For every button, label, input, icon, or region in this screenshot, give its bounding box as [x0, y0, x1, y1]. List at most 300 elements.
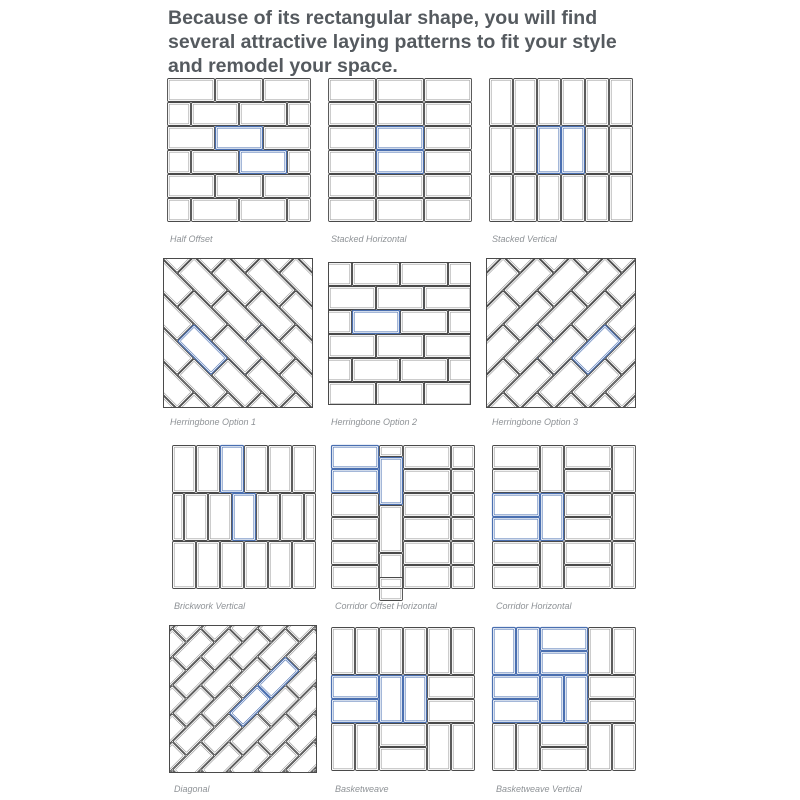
tile: [641, 287, 664, 334]
tile: [288, 151, 311, 174]
tile: [240, 151, 287, 174]
brickwork-vertical-diagram: [172, 445, 316, 589]
stacked-vertical-caption: Stacked Vertical: [492, 234, 557, 244]
diagonal-caption: Diagonal: [174, 784, 210, 794]
tile: [657, 359, 706, 408]
tile: [332, 494, 379, 517]
tile: [116, 770, 157, 800]
tile: [380, 458, 403, 505]
tile: [425, 127, 472, 150]
tile: [93, 393, 142, 442]
tile: [377, 199, 424, 222]
tile: [641, 311, 688, 334]
tile: [88, 714, 129, 755]
tile: [707, 427, 756, 476]
tile: [329, 127, 376, 150]
tile: [59, 393, 108, 442]
tile: [674, 223, 723, 272]
tile: [401, 311, 448, 334]
tile: [168, 127, 215, 150]
tile: [377, 103, 424, 126]
tile: [452, 446, 475, 469]
tile: [42, 257, 91, 306]
tile: [185, 494, 208, 541]
tile: [493, 628, 516, 675]
tile: [565, 542, 612, 565]
tile: [404, 676, 427, 723]
tile: [724, 427, 773, 476]
tile: [60, 686, 101, 727]
tile: [329, 151, 376, 174]
tile: [377, 335, 424, 358]
tile: [493, 518, 540, 541]
tile: [741, 393, 790, 442]
tile: [425, 199, 472, 222]
tile: [586, 175, 609, 222]
tile: [452, 628, 475, 675]
tile: [25, 359, 74, 408]
tile: [25, 393, 74, 442]
tile: [538, 175, 561, 222]
tile: [332, 566, 379, 589]
tile: [93, 427, 142, 476]
tile: [353, 359, 400, 382]
tile: [233, 494, 256, 541]
tile: [8, 359, 57, 408]
tile: [59, 427, 108, 476]
tile: [377, 287, 424, 310]
tile: [329, 199, 376, 222]
tile: [110, 325, 159, 374]
tile: [380, 748, 427, 771]
tile: [329, 383, 376, 406]
tile: [76, 223, 125, 272]
tile: [257, 407, 304, 430]
tile: [116, 629, 157, 670]
tile: [691, 291, 740, 340]
tile: [60, 714, 101, 755]
tile: [514, 127, 537, 174]
tile: [541, 494, 564, 541]
tile: [404, 518, 451, 541]
tile: [404, 470, 451, 493]
tile: [332, 518, 379, 541]
tile: [329, 287, 376, 310]
tile: [192, 103, 239, 126]
tile: [269, 542, 292, 589]
tile: [541, 748, 588, 771]
tile: [116, 742, 157, 783]
tile: [240, 199, 287, 222]
tile: [59, 223, 108, 272]
tile: [657, 257, 706, 306]
tile: [657, 393, 706, 442]
tile: [610, 79, 633, 126]
tile: [332, 676, 379, 699]
herringbone-option-1-caption: Herringbone Option 1: [170, 417, 257, 427]
tile: [59, 325, 108, 374]
tile: [691, 257, 740, 306]
tile: [329, 79, 376, 102]
diagonal-diagram: [169, 625, 317, 773]
basketweave-vertical-caption: Basketweave Vertical: [496, 784, 582, 794]
tile: [707, 359, 756, 408]
tile: [110, 223, 159, 272]
tile: [707, 291, 756, 340]
tile: [404, 628, 427, 675]
tile: [741, 291, 790, 340]
tile: [613, 628, 636, 675]
tile: [565, 446, 612, 469]
tile: [8, 257, 57, 306]
tile: [380, 676, 403, 723]
tile: [93, 223, 142, 272]
tile: [168, 79, 215, 102]
tile: [724, 223, 773, 272]
tile: [377, 151, 424, 174]
tile: [565, 676, 588, 723]
tile: [741, 257, 790, 306]
tile: [613, 494, 636, 541]
tile: [541, 652, 588, 675]
tile: [586, 127, 609, 174]
tile: [25, 223, 74, 272]
tile: [425, 151, 472, 174]
tile: [493, 542, 540, 565]
tile: [517, 628, 540, 675]
tile: [493, 494, 540, 517]
tile: [493, 566, 540, 589]
tile: [452, 566, 475, 589]
tile: [32, 714, 73, 755]
tile: [332, 724, 355, 771]
tile: [610, 127, 633, 174]
stacked-vertical-diagram: [489, 78, 633, 222]
tile: [377, 79, 424, 102]
tile: [724, 359, 773, 408]
tile: [401, 359, 448, 382]
tile: [425, 287, 472, 310]
herringbone-option-3-diagram: [486, 258, 636, 408]
tile: [173, 542, 196, 589]
tile: [404, 446, 451, 469]
tile: [42, 291, 91, 340]
tile: [490, 127, 513, 174]
tile: [8, 393, 57, 442]
tile: [657, 325, 706, 374]
tile: [25, 325, 74, 374]
tile: [116, 657, 157, 698]
tile: [691, 393, 740, 442]
tile: [707, 223, 756, 272]
tile: [589, 700, 636, 723]
tile: [356, 628, 379, 675]
tile: [216, 175, 263, 198]
tile: [88, 770, 129, 800]
tile: [493, 700, 540, 723]
tile: [724, 291, 773, 340]
herringbone-option-2-caption: Herringbone Option 2: [331, 417, 418, 427]
tile: [281, 494, 304, 541]
tile: [493, 724, 516, 771]
tile: [93, 325, 142, 374]
tile: [264, 79, 311, 102]
tile: [640, 257, 689, 306]
tile: [541, 724, 588, 747]
tile: [168, 103, 191, 126]
tile: [691, 325, 740, 374]
tile: [452, 470, 475, 493]
tile: [428, 676, 475, 699]
half-offset-caption: Half Offset: [170, 234, 213, 244]
tile: [332, 470, 379, 493]
tile: [674, 393, 723, 442]
tile: [541, 542, 564, 589]
tile: [377, 175, 424, 198]
tile: [269, 446, 292, 493]
corridor-horizontal-caption: Corridor Horizontal: [496, 601, 572, 611]
tile: [657, 427, 706, 476]
tile: [127, 223, 176, 272]
tile: [490, 175, 513, 222]
corridor-horizontal-diagram: [492, 445, 636, 589]
tile: [674, 291, 723, 340]
tile: [288, 199, 311, 222]
tile: [110, 291, 159, 340]
tile: [116, 686, 157, 727]
tile: [428, 724, 451, 771]
tile: [197, 446, 220, 493]
tile: [586, 79, 609, 126]
tile: [8, 223, 57, 272]
tile: [425, 239, 472, 262]
tile: [332, 628, 355, 675]
tile: [288, 103, 311, 126]
tile: [380, 446, 403, 457]
tile: [110, 257, 159, 306]
tile: [674, 325, 723, 374]
tile: [674, 427, 723, 476]
tile: [380, 506, 403, 553]
tile: [76, 427, 125, 476]
tile: [377, 127, 424, 150]
basketweave-caption: Basketweave: [335, 784, 389, 794]
tile: [76, 359, 125, 408]
tile: [707, 257, 756, 306]
tile: [613, 724, 636, 771]
tile: [353, 311, 400, 334]
tile: [493, 676, 540, 699]
tile: [425, 175, 472, 198]
tile: [110, 359, 159, 408]
tile: [59, 359, 108, 408]
tile: [707, 325, 756, 374]
tile: [93, 359, 142, 408]
tile: [517, 724, 540, 771]
tile: [76, 257, 125, 306]
tile: [562, 79, 585, 126]
tile: [623, 223, 672, 272]
tile: [245, 542, 268, 589]
tile: [286, 770, 327, 800]
tile: [514, 175, 537, 222]
tile: [425, 79, 472, 102]
tile: [640, 223, 689, 272]
tile: [724, 393, 773, 442]
corridor-offset-horizontal-diagram: [331, 445, 475, 589]
tile: [88, 686, 129, 727]
tile: [59, 291, 108, 340]
tile: [209, 494, 232, 541]
tile: [93, 257, 142, 306]
herringbone-option-1-diagram: [163, 258, 313, 408]
tile: [380, 628, 403, 675]
tile: [562, 175, 585, 222]
tile: [42, 325, 91, 374]
tile: [493, 470, 540, 493]
tile: [59, 257, 108, 306]
tile: [565, 494, 612, 517]
tile: [8, 325, 57, 374]
tile: [93, 291, 142, 340]
tile: [192, 199, 239, 222]
tile: [332, 446, 379, 469]
tile: [741, 223, 790, 272]
herringbone-option-3-caption: Herringbone Option 3: [492, 417, 579, 427]
tile: [640, 359, 689, 408]
tile: [665, 311, 688, 358]
tile: [538, 79, 561, 126]
tile: [197, 542, 220, 589]
tile: [127, 427, 176, 476]
tile: [380, 724, 427, 747]
tile: [741, 359, 790, 408]
tile: [401, 263, 448, 286]
tile: [173, 446, 196, 493]
tile: [452, 518, 475, 541]
tile: [640, 291, 689, 340]
tile: [258, 770, 299, 800]
tile: [657, 223, 706, 272]
tile: [691, 223, 740, 272]
tile: [404, 566, 451, 589]
tile: [332, 542, 379, 565]
tile: [674, 257, 723, 306]
stacked-horizontal-diagram: [328, 78, 472, 222]
tile: [657, 291, 706, 340]
tile: [493, 446, 540, 469]
tile: [221, 542, 244, 589]
tile: [110, 393, 159, 442]
tile: [88, 742, 129, 783]
tile: [42, 359, 91, 408]
tile: [589, 628, 612, 675]
tile: [8, 291, 57, 340]
tile: [449, 407, 496, 430]
tile: [565, 566, 612, 589]
tile: [329, 335, 376, 358]
tile: [293, 542, 316, 589]
basketweave-vertical-diagram: [492, 627, 636, 771]
tile: [404, 542, 451, 565]
tile: [610, 175, 633, 222]
tile: [665, 263, 688, 310]
tile: [216, 79, 263, 102]
tile: [452, 494, 475, 517]
tile: [589, 724, 612, 771]
tile: [404, 494, 451, 517]
tile: [724, 325, 773, 374]
tile: [565, 518, 612, 541]
tile: [428, 700, 475, 723]
tile: [707, 393, 756, 442]
tile: [168, 175, 215, 198]
corridor-offset-horizontal-caption: Corridor Offset Horizontal: [335, 601, 438, 611]
tile: [613, 446, 636, 493]
tile: [329, 175, 376, 198]
tile: [25, 257, 74, 306]
tile: [425, 383, 472, 406]
tile: [264, 175, 311, 198]
tile: [76, 393, 125, 442]
tile: [589, 676, 636, 699]
tile: [562, 127, 585, 174]
tile: [353, 263, 400, 286]
tile: [674, 359, 723, 408]
tile: [25, 291, 74, 340]
tile: [452, 542, 475, 565]
tile: [641, 239, 664, 286]
tile: [689, 287, 712, 334]
tile: [305, 494, 316, 541]
herringbone-option-2-diagram: [328, 262, 471, 405]
tile: [293, 446, 316, 493]
tile: [356, 724, 379, 771]
tile: [110, 427, 159, 476]
tile: [88, 657, 129, 698]
tile: [42, 393, 91, 442]
tile: [741, 325, 790, 374]
tile: [741, 427, 790, 476]
tile: [425, 103, 472, 126]
tile: [221, 446, 244, 493]
tile: [377, 383, 424, 406]
tile: [425, 335, 472, 358]
tile: [42, 223, 91, 272]
tile: [452, 724, 475, 771]
tile: [257, 494, 280, 541]
tile: [216, 127, 263, 150]
tile: [173, 494, 184, 541]
tile: [168, 199, 191, 222]
tile: [613, 542, 636, 589]
tile: [42, 427, 91, 476]
tile: [514, 79, 537, 126]
tile: [724, 257, 773, 306]
tile: [240, 103, 287, 126]
tile: [640, 393, 689, 442]
tile: [380, 554, 403, 601]
tile: [691, 427, 740, 476]
tile: [76, 325, 125, 374]
tile: [541, 628, 588, 651]
tile: [380, 578, 403, 589]
tile: [8, 427, 57, 476]
tile: [541, 446, 564, 493]
brickwork-vertical-caption: Brickwork Vertical: [174, 601, 246, 611]
tile: [245, 446, 268, 493]
tile: [641, 335, 664, 382]
